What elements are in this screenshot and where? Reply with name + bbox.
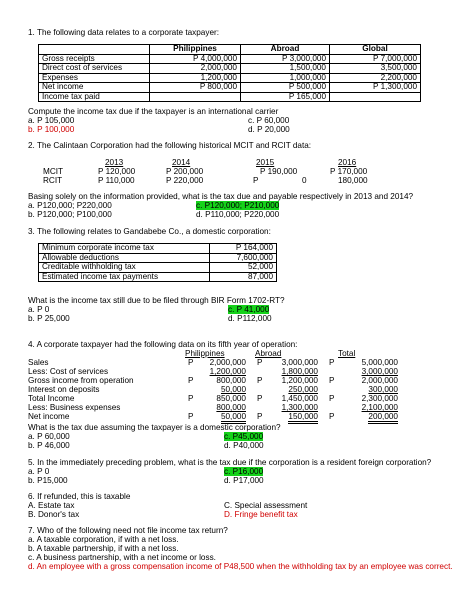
table-cell: 3,500,000 (330, 64, 421, 74)
mcit-2016: P 170,000 (330, 167, 368, 176)
table-cell: P 800,000 (150, 83, 241, 93)
q4-value: 800,000 (216, 403, 246, 412)
mcit-2014: P 200,000 (166, 167, 204, 176)
table-cell: 7,600,000 (210, 253, 277, 263)
q7-option-d: d. An employee with a gross compensation income of P48,500 when the withholding tax by an employee was correct. (28, 562, 453, 571)
q3-table (38, 243, 277, 282)
q4-value: 5,000,000 (361, 358, 398, 367)
q4-value: 250,000 (288, 385, 318, 394)
q6-option-b: B. Donor's tax (28, 510, 80, 519)
q4-value: 3,000,000 (281, 358, 318, 367)
q4-value: 850,000 (216, 394, 246, 403)
table-cell: Direct cost of services (39, 64, 150, 74)
table-cell: 52,000 (210, 263, 277, 273)
q4-row-label: Gross income from operation (28, 376, 134, 385)
table-cell: Creditable withholding tax (39, 263, 210, 273)
rcit-2016: 180,000 (338, 176, 368, 185)
q4-value: 150,000 (288, 412, 318, 424)
table-cell: Allowable deductions (39, 253, 210, 263)
table-cell: Expenses (39, 73, 150, 83)
q4-value: 2,000,000 (209, 358, 246, 367)
year-2013: 2013 (105, 158, 124, 167)
table-cell: 1,500,000 (241, 64, 330, 74)
table-cell: Gross receipts (39, 54, 150, 64)
q4-value: 1,450,000 (281, 394, 318, 403)
q2-option-d: d. P110,000; P220,000 (196, 210, 280, 219)
q4-currency: P (257, 358, 263, 367)
col-abroad: Abroad (255, 349, 282, 358)
q4-value: 1,200,000 (209, 367, 246, 376)
q1-prompt: 1. The following data relates to a corporate taxpayer: (28, 28, 220, 37)
mcit-2015: P 190,000 (260, 167, 298, 176)
q7-prompt: 7. Who of the following need not file income tax return? (28, 526, 228, 535)
q4-option-b: b. P 46,000 (28, 441, 70, 450)
q4-currency: P (257, 394, 263, 403)
q4-prompt: 4. A corporate taxpayer had the following data on its fifth year of operation: (28, 340, 298, 349)
q3-option-c: c. P 41,000 (228, 305, 270, 314)
rcit-label: RCIT (43, 176, 63, 185)
table-row (39, 92, 421, 102)
table-cell: P 164,000 (210, 244, 277, 254)
table-cell: P 165,000 (241, 92, 330, 102)
q2-option-c: c. P120,000; P210,000 (196, 201, 280, 210)
table-cell: Estimated income tax payments (39, 272, 210, 282)
q6-option-c: C. Special assessment (224, 501, 308, 510)
table-cell: 2,200,000 (330, 73, 421, 83)
q2-option-a: a. P120,000; P220,000 (28, 201, 112, 210)
table-header-cell (39, 45, 150, 55)
table-cell: P 1,300,000 (330, 83, 421, 93)
q4-option-d: d. P40,000 (224, 441, 264, 450)
q4-value: 200,000 (368, 412, 398, 424)
col-total: Total (338, 349, 356, 358)
table-cell: P 500,000 (241, 83, 330, 93)
table-header-cell: Global (330, 45, 421, 55)
q5-option-b: b. P15,000 (28, 476, 68, 485)
q4-currency: P (329, 376, 335, 385)
table-cell: P 3,000,000 (241, 54, 330, 64)
table-cell: Income tax paid (39, 92, 150, 102)
col-philippines: Philippines (185, 349, 225, 358)
q3-prompt: 3. The following relates to Gandabebe Co., a domestic corporation: (28, 227, 271, 236)
q2-prompt: 2. The Calintaan Corporation had the following historical MCIT and RCIT data: (28, 141, 312, 150)
q1-table (38, 44, 421, 102)
q1-option-c: c. P 60,000 (248, 116, 290, 125)
table-cell (330, 92, 421, 102)
q6-prompt: 6. If refunded, this is taxable (28, 492, 131, 501)
q4-row-label: Sales (28, 358, 49, 367)
q5-prompt: 5. In the immediately preceding problem, what is the tax due if the corporation is a resident foreign corporation? (28, 458, 432, 467)
q4-value: 50,000 (220, 385, 246, 394)
q4-currency: P (257, 376, 263, 385)
q4-currency: P (188, 358, 194, 367)
q3-option-b: b. P 25,000 (28, 314, 70, 323)
q4-row-label: Net income (28, 412, 70, 421)
q7-option-c: c. A business partnership, with a net income or loss. (28, 553, 216, 562)
q4-currency: P (329, 412, 335, 421)
table-header-cell: Abroad (241, 45, 330, 55)
year-2015: 2015 (256, 158, 275, 167)
q4-currency: P (188, 412, 194, 421)
q4-currency: P (329, 358, 335, 367)
q4-currency: P (188, 394, 194, 403)
q4-value: 2,000,000 (361, 376, 398, 385)
q3-option-d: d. P112,000 (228, 314, 272, 323)
q4-option-c: c. P45,000 (224, 432, 264, 441)
q4-currency: P (188, 376, 194, 385)
q2-option-b: b. P120,000; P100,000 (28, 210, 112, 219)
q4-value: 300,000 (368, 385, 398, 394)
q4-row-label: Total Income (28, 394, 75, 403)
q4-value: 50,000 (221, 412, 246, 424)
q4-currency: P (329, 394, 335, 403)
q4-question: What is the tax due assuming the taxpayer is a domestic corporation? (28, 423, 281, 432)
q1-option-b: b. P 100,000 (28, 125, 75, 134)
rcit-2015-currency: P (253, 176, 259, 185)
table-cell: 1,200,000 (150, 73, 241, 83)
table-cell: 2,000,000 (150, 64, 241, 74)
mcit-label: MCIT (43, 167, 64, 176)
q4-value: 1,200,000 (281, 376, 318, 385)
table-cell: P 7,000,000 (330, 54, 421, 64)
q4-value: 2,300,000 (361, 394, 398, 403)
q4-value: 800,000 (216, 376, 246, 385)
q3-option-a: a. P 0 (28, 305, 50, 314)
table-cell: 1,000,000 (241, 73, 330, 83)
q7-option-b: b. A taxable partnership, if with a net loss. (28, 544, 179, 553)
q1-option-d: d. P 20,000 (248, 125, 290, 134)
q2-question: Basing solely on the information provided, what is the tax due and payable respectively in 2013 and 2014? (28, 192, 414, 201)
rcit-2013: P 110,000 (98, 176, 135, 185)
q4-value: 1,300,000 (281, 403, 318, 412)
q4-row-label: Less: Cost of services (28, 367, 109, 376)
q4-currency: P (257, 412, 263, 421)
table-row (39, 263, 277, 273)
q7-option-a: a. A taxable corporation, if with a net loss. (28, 535, 179, 544)
year-2016: 2016 (338, 158, 357, 167)
q4-option-a: a. P 60,000 (28, 432, 70, 441)
table-cell (150, 92, 241, 102)
year-2014: 2014 (172, 158, 191, 167)
q4-row-label: Interest on deposits (28, 385, 100, 394)
q5-option-a: a. P 0 (28, 467, 50, 476)
q3-question: What is the income tax still due to be filed through BIR Form 1702-RT? (28, 296, 285, 305)
q1-question: Compute the income tax due if the taxpayer is an international carrier (28, 107, 279, 116)
rcit-2015: 0 (302, 176, 307, 185)
table-row (39, 244, 277, 254)
table-cell: 87,000 (210, 272, 277, 282)
q6-option-a: A. Estate tax (28, 501, 75, 510)
q5-option-c: c. P16,000 (224, 467, 264, 476)
q4-value: 1,800,000 (281, 367, 318, 376)
table-row (39, 272, 277, 282)
table-header-cell: Philippines (150, 45, 241, 55)
table-cell: Minimum corporate income tax (39, 244, 210, 254)
mcit-2013: P 120,000 (98, 167, 136, 176)
q4-row-label: Less: Business expenses (28, 403, 121, 412)
q4-value: 3,000,000 (361, 367, 398, 376)
table-cell: P 4,000,000 (150, 54, 241, 64)
table-row (39, 64, 421, 74)
rcit-2014: P 220,000 (166, 176, 204, 185)
q4-value: 2,100,000 (361, 403, 398, 412)
table-row (39, 83, 421, 93)
q5-option-d: d. P17,000 (224, 476, 264, 485)
q6-option-d: D. Fringe benefit tax (224, 510, 298, 519)
q1-option-a: a. P 105,000 (28, 116, 75, 125)
table-cell: Net income (39, 83, 150, 93)
table-header-row (39, 45, 421, 55)
